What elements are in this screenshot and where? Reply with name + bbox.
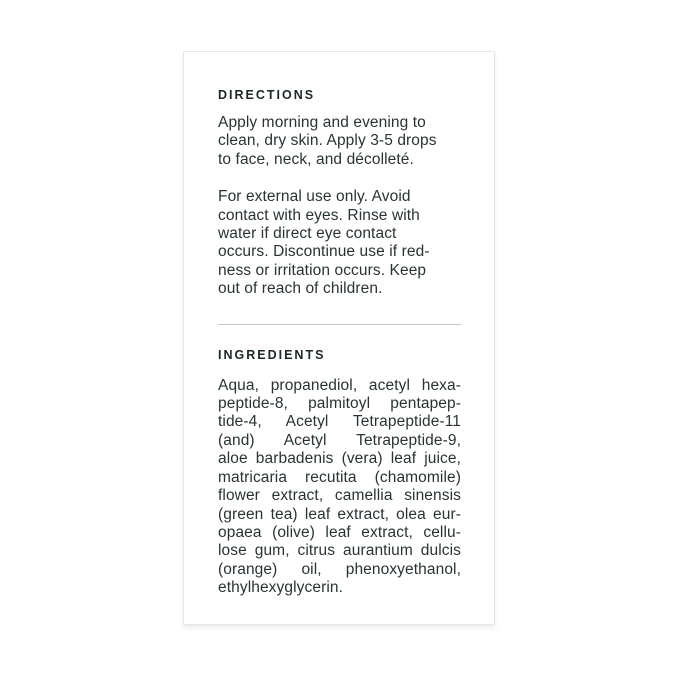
product-label-card [183, 51, 495, 625]
text-line: (orange) oil, phenoxyethanol, [218, 560, 461, 578]
text-line: water if direct eye contact [218, 225, 397, 243]
text-line: matricaria recutita (chamomile) [218, 468, 461, 486]
directions-heading: DIRECTIONS [218, 88, 316, 102]
text-line: For external use only. Avoid [218, 188, 411, 206]
text-line: ethylhexyglycerin. [218, 579, 343, 597]
text-line: (green tea) leaf extract, olea eur- [218, 505, 461, 523]
text-line: clean, dry skin. Apply 3-5 drops [218, 132, 437, 150]
text-line: flower extract, camellia sinensis [218, 487, 461, 505]
text-line: ness or irritation occurs. Keep [218, 261, 427, 279]
text-line: (and) Acetyl Tetrapeptide-9, [218, 431, 461, 449]
text-line: to face, neck, and décolleté. [218, 150, 414, 168]
directions-section [218, 89, 461, 299]
directions-usage-paragraph [218, 114, 461, 169]
directions-warning-paragraph [218, 188, 461, 298]
text-line: contact with eyes. Rinse with [218, 206, 420, 224]
ingredients-list [218, 377, 461, 598]
text-line: Apply morning and evening to [218, 114, 426, 131]
text-line: opaea (olive) leaf extract, cellu- [218, 523, 461, 541]
text-line: Aqua, propanediol, acetyl hexa- [218, 376, 461, 394]
text-line: out of reach of children. [218, 280, 383, 298]
text-line: tide-4, Acetyl Tetrapeptide-11 [218, 413, 461, 431]
ingredients-section [218, 349, 461, 598]
text-line: aloe barbadenis (vera) leaf juice, [218, 450, 461, 468]
section-divider [218, 324, 461, 325]
text-line: lose gum, citrus aurantium dulcis [218, 542, 461, 560]
ingredients-heading: INGREDIENTS [218, 347, 326, 362]
text-line: occurs. Discontinue use if red- [218, 243, 430, 261]
text-line: peptide-8, palmitoyl pentapep- [218, 395, 461, 413]
